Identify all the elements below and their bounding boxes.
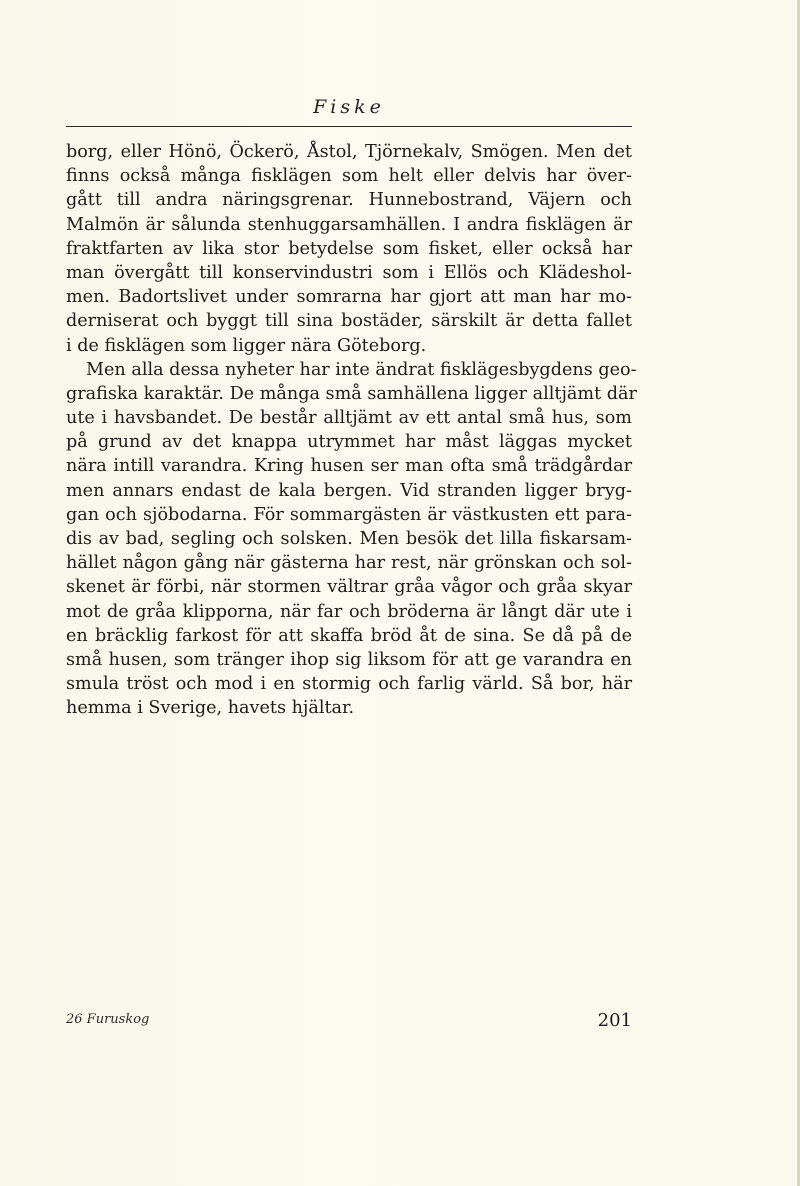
text-line: gan och sjöbodarna. För sommargästen är västkusten ett para- bbox=[66, 504, 632, 525]
text-line: en bräcklig farkost för att skaffa bröd åt de sina. Se då på de bbox=[66, 625, 632, 646]
printer-signature: 26 Furuskog bbox=[66, 1012, 150, 1027]
text-line: finns också många fisklägen som helt eller delvis har över- bbox=[66, 166, 632, 187]
text-line: man övergått till konservindustri som i Ellös och Klädeshol- bbox=[66, 262, 632, 283]
text-line: mot de gråa klipporna, när far och bröderna är långt där ute i bbox=[66, 601, 632, 622]
text-line: borg, eller Hönö, Öckerö, Åstol, Tjörnekalv, Smögen. Men det bbox=[66, 142, 632, 162]
text-line: Malmön är sålunda stenhuggarsamhällen. I andra fisklägen är bbox=[66, 214, 632, 235]
text-line-paragraph-end: i de fisklägen som ligger nära Göteborg. bbox=[66, 335, 427, 356]
text-line: skenet är förbi, när stormen vältrar gråa vågor och gråa skyar bbox=[66, 577, 632, 598]
text-line: men annars endast de kala bergen. Vid stranden ligger bryg- bbox=[66, 480, 632, 501]
text-line: dis av bad, segling och solsken. Men besök det lilla fiskarsam- bbox=[66, 529, 632, 549]
text-line: grafiska karaktär. De många små samhällena ligger alltjämt där bbox=[66, 383, 637, 404]
body-text bbox=[66, 140, 637, 721]
header-rule bbox=[66, 126, 632, 127]
text-line: derniserat och byggt till sina bostäder, särskilt är detta fallet bbox=[66, 311, 632, 332]
text-line-paragraph-end: hemma i Sverige, havets hjältar. bbox=[66, 698, 355, 719]
text-line: nära intill varandra. Kring husen ser man ofta små trädgårdar bbox=[66, 456, 632, 477]
running-head-title: Fiske bbox=[313, 96, 385, 118]
page-number: 201 bbox=[597, 1010, 632, 1031]
text-line: gått till andra näringsgrenar. Hunnebostrand, Väjern och bbox=[66, 190, 632, 211]
text-line: små husen, som tränger ihop sig liksom för att ge varandra en bbox=[66, 649, 632, 670]
text-line: ute i havsbandet. De består alltjämt av ett antal små hus, som bbox=[66, 408, 632, 429]
text-line: hället någon gång när gästerna har rest, när grönskan och sol- bbox=[66, 553, 632, 574]
text-line: på grund av det knappa utrymmet har måst läggas mycket bbox=[66, 432, 632, 453]
text-line: smula tröst och mod i en stormig och farlig värld. Så bor, här bbox=[66, 674, 632, 695]
text-line: men. Badortslivet under somrarna har gjort att man har mo- bbox=[66, 287, 632, 308]
text-line: fraktfarten av lika stor betydelse som fisket, eller också har bbox=[66, 238, 632, 259]
text-line-paragraph-start: Men alla dessa nyheter har inte ändrat fisklägesbygdens geo- bbox=[86, 359, 637, 380]
